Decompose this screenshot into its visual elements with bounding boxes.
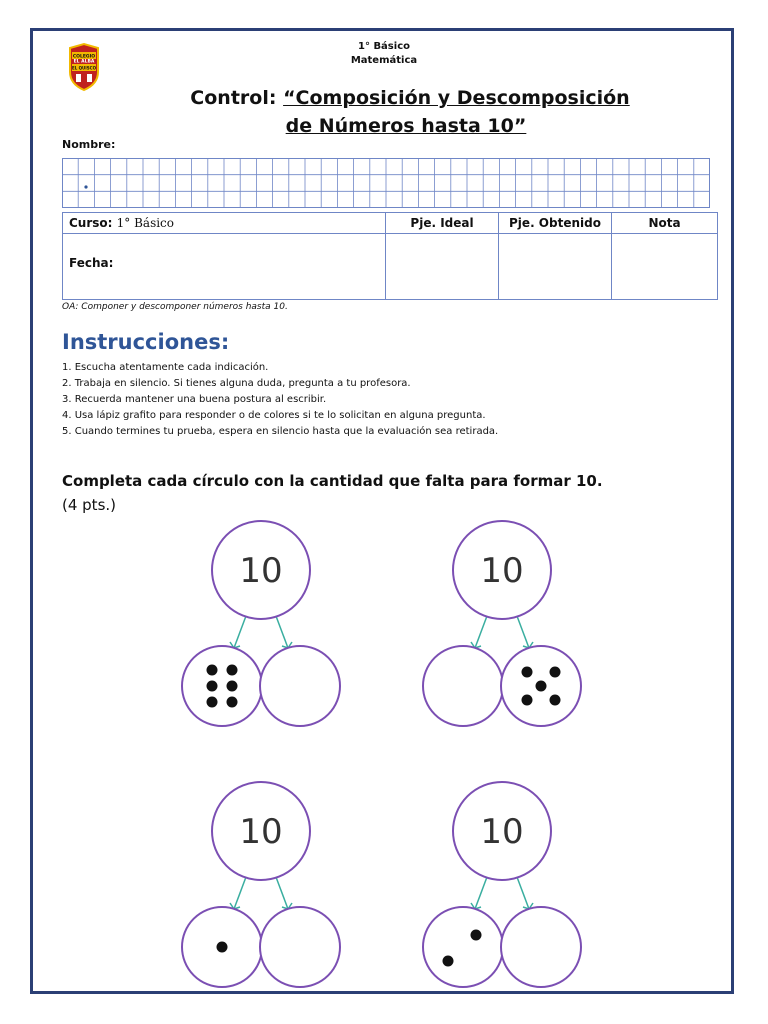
number-bond (182, 782, 340, 987)
instruction-item: 4. Usa lápiz grafito para responder o de colores si te lo solicitan en alguna pregunta. (62, 410, 486, 421)
curso-value: 1° Básico (116, 216, 175, 230)
counter-dot (443, 956, 454, 967)
instruction-item: 2. Trabaja en silencio. Si tienes alguna duda, pregunta a tu profesora. (62, 378, 411, 389)
counter-dot (550, 667, 561, 678)
bond-left-circle[interactable] (423, 646, 503, 726)
bond-total-number: 10 (480, 551, 524, 591)
logo-text-2: EL ALBA (73, 59, 95, 65)
instruction-item: 1. Escucha atentamente cada indicación. (62, 362, 269, 373)
counter-dot (536, 681, 547, 692)
bond-left-circle[interactable] (423, 907, 503, 987)
bond-right-circle[interactable] (260, 907, 340, 987)
instruction-item: 5. Cuando termines tu prueba, espera en silencio hasta que la evaluación sea retirada. (62, 426, 499, 437)
bond-arrow-right (276, 616, 288, 648)
bond-arrow-left (475, 877, 487, 909)
question-text: Completa cada círculo con la cantidad que falta para formar 10. (62, 472, 603, 490)
bond-arrow-left (475, 616, 487, 648)
bond-arrow-right (517, 616, 529, 648)
bond-right-circle[interactable] (260, 646, 340, 726)
number-bond (182, 521, 340, 726)
pje-ideal-header: Pje. Ideal (386, 213, 499, 234)
oa-text: OA: Componer y descomponer números hasta 10. (62, 302, 288, 312)
instructions-title: Instrucciones: (62, 330, 230, 354)
bond-total-number: 10 (239, 812, 283, 852)
bond-arrow-left (234, 616, 246, 648)
counter-dot (471, 930, 482, 941)
bond-total-number: 10 (239, 551, 283, 591)
nombre-label: Nombre: (62, 138, 116, 151)
bond-arrow-right (276, 877, 288, 909)
question-points: (4 pts.) (62, 496, 117, 514)
pje-obtenido-header: Pje. Obtenido (499, 213, 612, 234)
counter-dot (227, 665, 238, 676)
number-bond (423, 521, 581, 726)
title-main-2: de Números hasta 10” (285, 115, 527, 137)
counter-dot (227, 697, 238, 708)
counter-dot (522, 695, 533, 706)
counter-dot (550, 695, 561, 706)
bond-total-number: 10 (480, 812, 524, 852)
counter-dot (207, 681, 218, 692)
nota-header: Nota (612, 213, 718, 234)
instruction-item: 3. Recuerda mantener una buena postura al escribir. (62, 394, 327, 405)
title-main: “Composición y Descomposición (283, 87, 630, 109)
bond-right-circle[interactable] (501, 907, 581, 987)
grade-label: 1° Básico (358, 41, 410, 52)
bond-arrow-right (517, 877, 529, 909)
number-bond (423, 782, 581, 987)
subject-label: Matemática (350, 55, 418, 66)
bond-left-circle[interactable] (182, 646, 262, 726)
title-prefix: Control: (190, 87, 284, 109)
fecha-label: Fecha: (69, 256, 114, 270)
bond-arrow-left (234, 877, 246, 909)
logo-text-3: EL QUISCO (71, 65, 97, 71)
counter-dot (217, 942, 228, 953)
counter-dot (207, 665, 218, 676)
counter-dot (227, 681, 238, 692)
logo-text-1: COLEGIO (72, 54, 96, 60)
counter-dot (207, 697, 218, 708)
counter-dot (522, 667, 533, 678)
curso-label: Curso: (69, 216, 113, 230)
